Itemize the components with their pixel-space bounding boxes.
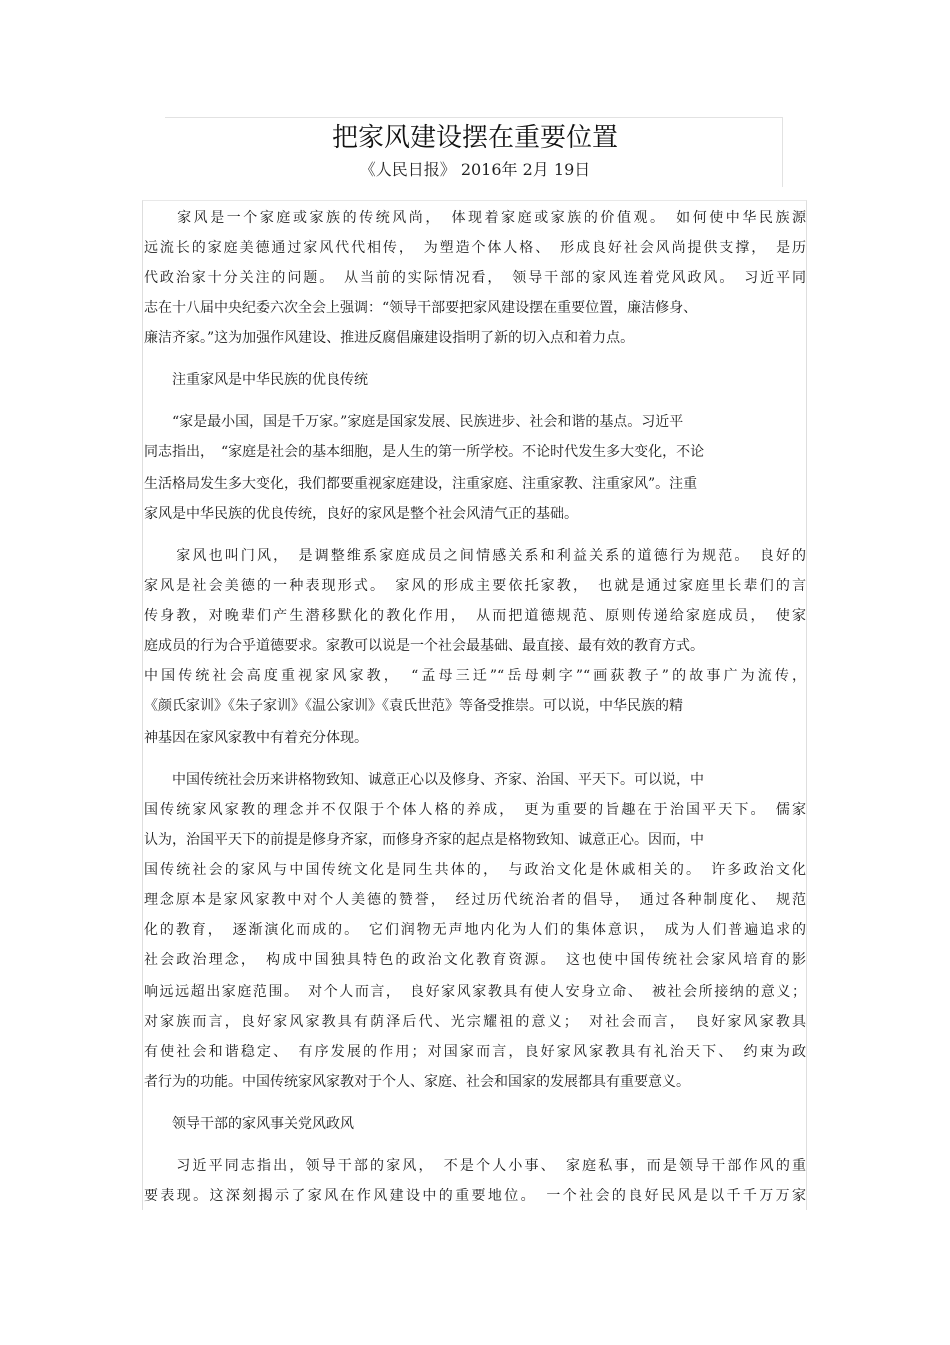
text-line: 中国传统社会历来讲格物致知、诚意正心以及修身、齐家、治国、平天下。可以说，中 — [144, 772, 704, 788]
text-line: 家风是社会美德的一种表现形式。 家风的形成主要依托家教， 也就是通过家庭里长辈们的言 — [144, 578, 806, 594]
text-line: 廉洁齐家。”这为加强作风建设、推进反腐倡廉建设指明了新的切入点和着力点。 — [144, 330, 635, 346]
text-line: 庭成员的行为合乎道德要求。家教可以说是一个社会最基础、最直接、最有效的教育方式。 — [144, 638, 704, 654]
text-line: 国传统社会的家风与中国传统文化是同生共体的， 与政治文化是休戚相关的。 许多政治文化 — [144, 862, 806, 878]
text-line: 对家族而言，良好家风家教具有荫泽后代、光宗耀祖的意义； 对社会而言， 良好家风家教具 — [144, 1014, 806, 1030]
text-line: 生活格局发生多大变化，我们都要重视家庭建设，注重家庭、注重家教、注重家风”。注重 — [144, 476, 698, 492]
text-line: 要表现。这深刻揭示了家风在作风建设中的重要地位。 一个社会的良好民风是以千千万万家 — [144, 1188, 806, 1204]
text-line: 神基因在家风家教中有着充分体现。 — [144, 730, 368, 746]
text-line: 中国传统社会高度重视家风家教， “孟母三迁”“岳母刺字”“画荻教子”的故事广为流传， — [144, 668, 806, 684]
text-line: 认为，治国平天下的前提是修身齐家，而修身齐家的起点是格物致知、诚意正心。因而，中 — [144, 832, 704, 848]
text-line: 家风是一个家庭或家族的传统风尚， 体现着家庭或家族的价值观。 如何使中华民族源 — [144, 210, 806, 226]
text-line: 社会政治理念， 构成中国独具特色的政治文化教育资源。 这也使中国传统社会家风培育的影 — [144, 952, 806, 968]
section-heading: 注重家风是中华民族的优良传统 — [144, 372, 368, 388]
text-line: 《颜氏家训》《朱子家训》《温公家训》《袁氏世范》等备受推崇。可以说，中华民族的精 — [144, 698, 683, 714]
text-line: 习近平同志指出，领导干部的家风， 不是个人小事、 家庭私事，而是领导干部作风的重 — [144, 1158, 806, 1174]
text-line: “家是最小国，国是千万家。”家庭是国家发展、民族进步、社会和谐的基点。习近平 — [144, 414, 684, 430]
text-line: 家风也叫门风， 是调整维系家庭成员之间情感关系和利益关系的道德行为规范。 良好的 — [144, 548, 806, 564]
article-source-date: 《人民日报》 2016年 2月 19日 — [359, 160, 591, 179]
page-title: 把家风建设摆在重要位置 — [331, 123, 618, 153]
text-line: 国传统家风家教的理念并不仅限于个体人格的养成， 更为重要的旨趣在于治国平天下。 儒家 — [144, 802, 806, 818]
section-heading: 领导干部的家风事关党风政风 — [144, 1116, 354, 1132]
text-line: 传身教，对晚辈们产生潜移默化的教化作用， 从而把道德规范、原则传递给家庭成员， 使家 — [144, 608, 806, 624]
text-line: 响远远超出家庭范围。 对个人而言， 良好家风家教具有使人安身立命、 被社会所接纳的意义； — [144, 984, 806, 1000]
text-line: 志在十八届中央纪委六次全会上强调：“领导干部要把家风建设摆在重要位置，廉洁修身、 — [144, 300, 698, 316]
text-line: 理念原本是家风家教中对个人美德的赞誉， 经过历代统治者的倡导， 通过各种制度化、 规范 — [144, 892, 806, 908]
text-line: 有使社会和谐稳定、 有序发展的作用；对国家而言，良好家风家教具有礼治天下、 约束为政 — [144, 1044, 806, 1060]
text-line: 远流长的家庭美德通过家风代代相传， 为塑造个体人格、 形成良好社会风尚提供支撑， 是历 — [144, 240, 806, 256]
text-line: 者行为的功能。中国传统家风家教对于个人、家庭、社会和国家的发展都具有重要意义。 — [144, 1074, 690, 1090]
text-line: 化的教育， 逐渐演化而成的。 它们润物无声地内化为人们的集体意识， 成为人们普遍追求的 — [144, 922, 806, 938]
text-line: 代政治家十分关注的问题。 从当前的实际情况看， 领导干部的家风连着党风政风。 习近平同 — [144, 270, 806, 286]
text-line: 同志指出， “家庭是社会的基本细胞，是人生的第一所学校。不论时代发生多大变化，不论 — [144, 444, 705, 460]
text-line: 家风是中华民族的优良传统，良好的家风是整个社会风清气正的基础。 — [144, 506, 578, 522]
